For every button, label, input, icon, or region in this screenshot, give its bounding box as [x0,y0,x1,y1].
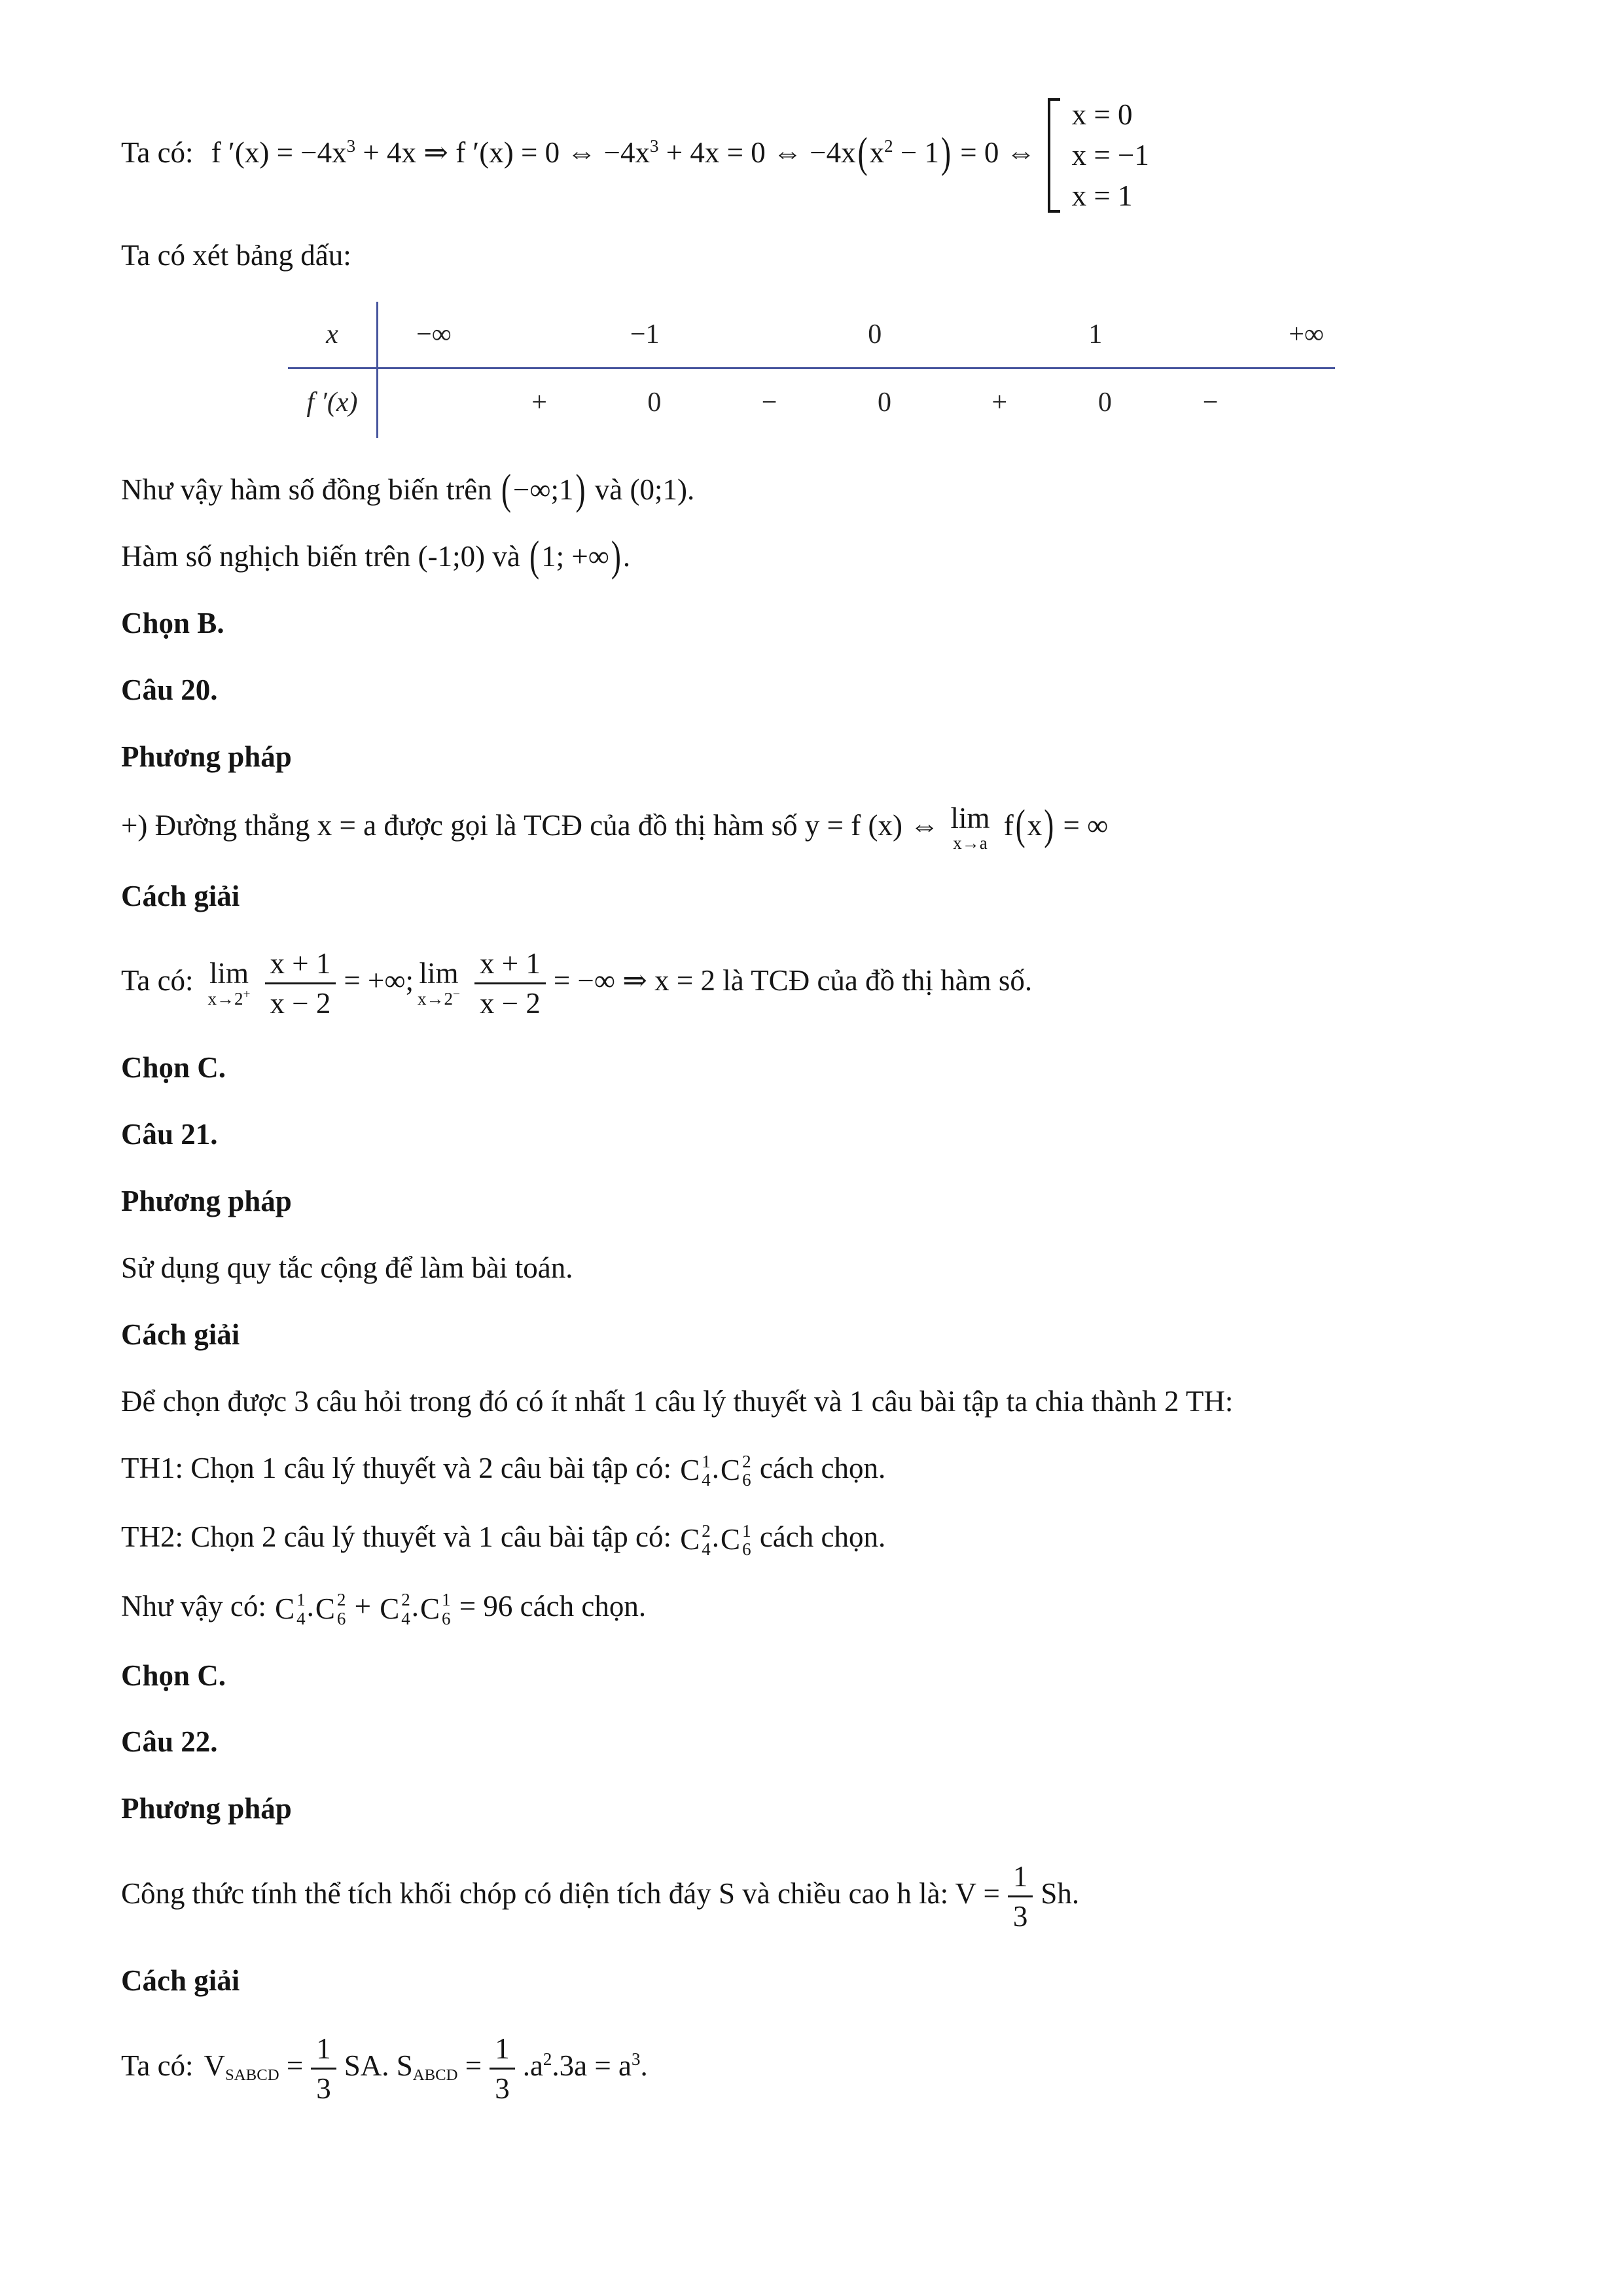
text: cách chọn. [759,1451,886,1484]
interval: −∞;1 [513,473,574,507]
limit-block [418,958,460,1009]
math-fragment: + 4x = 0 ⇔ −4x [658,135,856,169]
lim-sub-text: x→2 [418,988,453,1009]
exponent: 3 [650,135,659,156]
x-row-label: x [326,319,338,350]
ta-co-label: Ta có: [121,964,194,997]
case-row: x = 0 [1071,98,1133,131]
cach-giai-heading: Cách giải [121,1318,240,1351]
comb-sub: 4 [702,1470,711,1490]
counting-conclusion-line [121,1586,1486,1630]
sign-value: 0 [877,387,891,418]
math-fragment: Sh. [1041,1877,1080,1910]
comb-sup: 2 [702,1520,711,1541]
comb-base: C [275,1592,295,1625]
decreasing-statement [121,532,1486,580]
question-21-title: Câu 21. [121,1118,218,1151]
math-fragment: = ∞ [1063,808,1109,842]
lim-sub-text: x→2 [207,988,243,1009]
comb-sub: 6 [742,1470,751,1490]
case-th1-line [121,1448,1486,1492]
comb-sub: 4 [401,1608,410,1628]
counting-intro: Để chọn được 3 câu hỏi trong đó có ít nhất 1 câu lý thuyết và 1 câu bài tập ta chia thành 2 TH: [121,1384,1234,1418]
lim-sub-sign: + [243,987,251,1001]
subscript: ABCD [412,2066,458,2084]
text: TH2: Chọn 2 câu lý thuyết và 1 câu bài tập có: [121,1520,672,1554]
fraction [311,2031,336,2106]
case-row: x = 1 [1071,179,1133,212]
comb-base: C [680,1523,700,1556]
comb-base: C [420,1592,440,1625]
case-th2-line [121,1516,1486,1561]
lim-subscript: x→a [953,833,988,853]
lim-subscript [418,987,460,1009]
combination [680,1519,711,1561]
comb-sup: 2 [742,1452,751,1472]
exponent: 2 [543,2049,552,2069]
comb-sub: 6 [336,1608,346,1628]
fraction [265,946,336,1021]
method-text: Sử dụng quy tắc cộng để làm bài toán. [121,1251,573,1285]
math-fragment: .a [522,2049,543,2082]
combination [420,1588,451,1630]
math-fragment: V [204,2049,226,2082]
derivative-formula-line [121,98,1486,213]
math-fragment: = [465,2049,482,2082]
exponent: 3 [632,2049,641,2069]
numerator: x + 1 [474,946,546,984]
sign-value: 0 [647,387,662,418]
ta-co-label: Ta có: [121,135,194,169]
answer-chon-c: Chọn C. [121,1659,226,1692]
x-value: 0 [868,319,882,350]
big-paren-close: ) [941,128,952,177]
sign-value: + [991,387,1008,418]
denominator: 3 [495,2072,510,2106]
lim-word: lim [950,801,990,834]
comb-sup: 1 [742,1520,751,1541]
math-fragment: .3a = a [552,2049,632,2082]
lim-subscript [207,987,251,1009]
numerator: x + 1 [265,946,336,984]
dot: . [711,1520,720,1554]
left-bracket-icon [1048,98,1060,213]
big-paren-open: ( [501,465,512,513]
fraction [474,946,546,1021]
interval: 1; +∞ [541,540,609,573]
math-fragment: = [286,2049,304,2082]
math-fragment: x [1027,808,1043,842]
comb-sup: 1 [442,1590,451,1610]
text: +) Đường thẳng x = a được gọi là TCĐ của đồ thị hàm số [121,808,798,842]
exponent: 2 [884,135,893,156]
big-paren-open: ( [1015,801,1026,849]
ta-co-label: Ta có: [121,2049,194,2082]
combination [275,1588,306,1630]
dot: . [306,1589,314,1623]
comb-sup: 2 [401,1590,410,1610]
big-paren-close: ) [1044,801,1054,849]
combination [315,1588,346,1630]
comb-sup: 1 [296,1590,306,1610]
increasing-statement [121,465,1486,513]
denominator: x − 2 [479,987,541,1020]
combination [721,1519,751,1561]
text: Như vậy hàm số đồng biến trên [121,473,492,507]
sign-value: − [1202,387,1219,418]
denominator: 3 [1012,1900,1028,1933]
math-fragment: x [869,135,885,169]
cases-block [1048,98,1149,213]
sign-value: + [531,387,547,418]
comb-sup: 1 [702,1452,711,1472]
tcd-definition-line [121,803,1486,853]
comb-sub: 6 [442,1608,451,1628]
math-fragment: f [1003,808,1014,842]
dot: . [711,1451,720,1484]
comb-base: C [721,1454,741,1487]
math-fragment: V = [955,1877,1000,1910]
numerator: 1 [311,2031,336,2070]
sign-table-horizontal-line [288,367,1335,369]
text: Như vậy có: [121,1589,266,1623]
question-22-title: Câu 22. [121,1725,218,1759]
dot: . [411,1589,419,1623]
text: = 96 cách chọn. [459,1589,647,1623]
limit-block [208,958,251,1009]
phuong-phap-heading: Phương pháp [121,1792,292,1825]
x-value: −1 [630,319,660,350]
comb-base: C [680,1454,700,1487]
volume-formula-line [121,1855,1486,1938]
answer-chon-c: Chọn C. [121,1051,226,1085]
numerator: 1 [1008,1859,1033,1897]
text: . [622,540,631,573]
lim-word: lim [419,957,459,990]
lim-sub-sign: − [453,987,460,1001]
comb-sub: 4 [296,1608,306,1628]
sign-table-x-row [288,302,1335,367]
cases-column [1072,98,1149,213]
text: và (0;1). [594,473,695,507]
comb-base: C [315,1592,335,1625]
math-fragment: f ′(x) = −4x [211,135,347,169]
comb-base: C [380,1592,400,1625]
case-row: x = −1 [1071,138,1149,171]
math-fragment: SA. S [344,2049,413,2082]
big-paren-close: ) [575,465,586,513]
x-value: 1 [1088,319,1103,350]
text: Hàm số nghịch biến trên (-1;0) và [121,540,520,573]
big-paren-close: ) [611,532,621,580]
denominator: x − 2 [270,987,331,1020]
sign-value: − [761,387,777,418]
sign-value: 0 [1097,387,1112,418]
x-value: +∞ [1289,319,1324,350]
big-paren-open: ( [857,128,868,177]
math-fragment: . [640,2049,648,2082]
fprime-row-label: f ′(x) [306,387,358,418]
math-fragment: = +∞; [344,964,414,997]
limit-block [950,803,990,853]
text: Công thức tính thể tích khối chóp có diện tích đáy S và chiều cao h là: [121,1877,949,1910]
fraction [1008,1859,1033,1934]
question-20-title: Câu 20. [121,673,218,706]
combination [721,1450,751,1492]
lim-word: lim [209,957,249,990]
cach-giai-heading: Cách giải [121,879,240,912]
sign-table-fprime-row [288,370,1335,435]
math-fragment: y = f (x) ⇔ [804,808,940,842]
comb-sub: 4 [702,1539,711,1560]
sign-table [288,302,1335,438]
denominator: 3 [316,2072,331,2106]
numerator: 1 [490,2031,515,2070]
sign-table-vertical-line [376,302,378,438]
comb-base: C [721,1523,741,1556]
combination [680,1450,711,1492]
sign-table-intro: Ta có xét bảng dấu: [121,239,351,272]
text: TH1: Chọn 1 câu lý thuyết và 2 câu bài tập có: [121,1451,672,1484]
plus-sign: + [354,1589,372,1623]
phuong-phap-heading: Phương pháp [121,740,292,773]
volume-solution-line [121,2027,1486,2110]
fprime-row-values [376,370,1335,435]
math-fragment: = −∞ ⇒ x = 2 là TCĐ của đồ thị hàm số. [553,964,1033,997]
math-fragment: + 4x ⇒ f ′(x) = 0 ⇔ −4x [355,135,650,169]
answer-chon-b: Chọn B. [121,606,224,639]
x-value: −∞ [416,319,452,350]
text: cách chọn. [759,1520,886,1554]
cach-giai-heading: Cách giải [121,1964,240,1998]
fraction [490,2031,515,2106]
combination [380,1588,410,1630]
math-fragment: = 0 ⇔ [953,135,1036,169]
limit-solution-line [121,942,1486,1025]
comb-sub: 6 [742,1539,751,1560]
comb-sup: 2 [336,1590,346,1610]
phuong-phap-heading: Phương pháp [121,1185,292,1218]
subscript: SABCD [225,2066,279,2084]
x-row-values [376,302,1335,367]
math-fragment: − 1 [893,135,940,169]
big-paren-open: ( [529,532,540,580]
exponent: 3 [346,135,356,156]
